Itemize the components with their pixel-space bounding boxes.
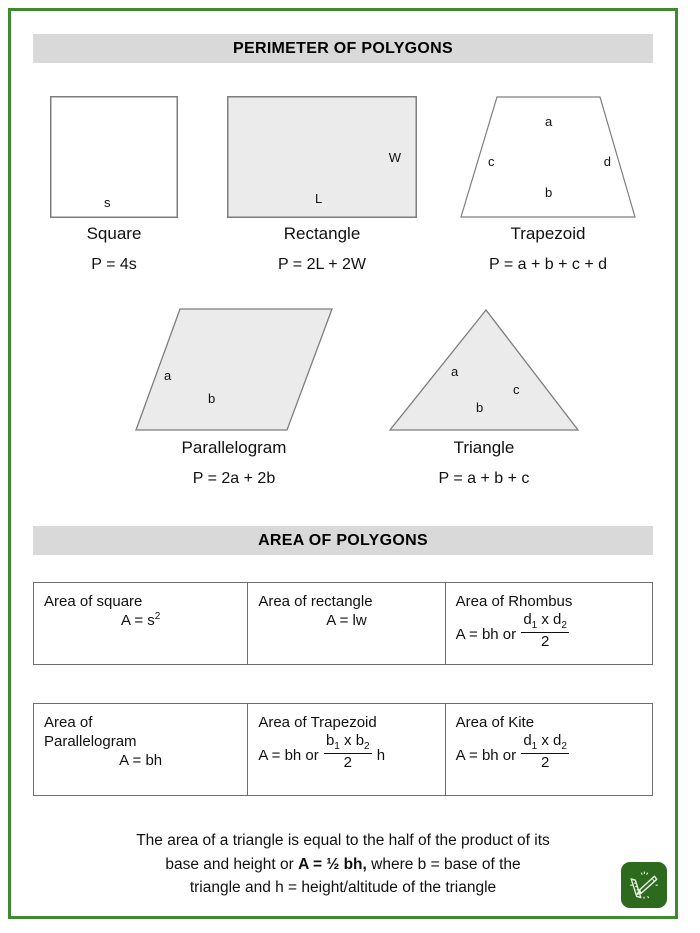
triangle-figure (388, 307, 580, 432)
triangle-svg (388, 307, 580, 432)
square-label-s: s (104, 195, 111, 210)
triangle-name: Triangle (453, 438, 515, 457)
rhombus-num-sub1: 1 (531, 620, 538, 632)
area-cell-rectangle-title: Area of rectangle (258, 593, 373, 610)
area-table-row-1 (33, 582, 653, 665)
area-cell-kite (446, 704, 652, 795)
area-cell-trapezoid-denominator: 2 (343, 753, 352, 771)
trapezoid-formula: P = a + b + c + d (488, 256, 607, 273)
parallelogram-label-b: b (208, 391, 216, 406)
trapezoid-label-b: b (545, 185, 553, 200)
kite-num-sub2: 2 (561, 741, 567, 753)
rectangle-name: Rectangle (283, 224, 361, 243)
triangle-label-a: a (451, 364, 459, 379)
area-cell-trapezoid-fraction (324, 732, 372, 772)
triangle-label-c: c (513, 382, 520, 397)
note-line-2-bold: A = ½ bh, (298, 855, 367, 873)
rhombus-num-mid: x d (537, 611, 562, 629)
note-line-1: The area of a triangle is equal to the half of the product of its (136, 832, 550, 849)
kite-num-sub1: 1 (531, 741, 538, 753)
area-cell-rectangle (248, 583, 445, 664)
area-cell-kite-formula (456, 732, 652, 772)
section-header-perimeter (33, 34, 653, 63)
kite-num-d1: d (523, 732, 532, 750)
trapezoid-figure (459, 96, 637, 218)
area-cell-parallelogram (34, 704, 248, 795)
area-cell-trapezoid-formula (258, 732, 444, 772)
trapezoid-label-a: a (545, 114, 553, 129)
rectangle-label-w: W (388, 150, 401, 165)
note-line-2-before: base and height or (165, 855, 299, 873)
note-line-3: triangle and h = height/altitude of the triangle (189, 879, 497, 897)
area-cell-rectangle-formula: A = lw (326, 612, 367, 630)
shape-cell-triangle (369, 307, 599, 488)
kite-num-mid: x d (537, 732, 562, 750)
area-cell-square (34, 583, 248, 664)
shape-cell-rectangle (207, 96, 437, 274)
square-figure (50, 96, 178, 218)
triangle-area-note (43, 829, 643, 900)
area-cell-square-exponent: 2 (154, 611, 161, 623)
parallelogram-label-a: a (164, 368, 172, 383)
trapezoid-label-d: d (603, 154, 611, 169)
pencil-ruler-icon (627, 868, 661, 902)
trapezoid-num-sub1: 1 (334, 741, 340, 753)
note-line-2-after: where b = base of the (366, 855, 521, 873)
section-header-area-label: AREA OF POLYGONS (258, 531, 428, 549)
area-cell-rhombus-denominator: 2 (540, 632, 550, 650)
area-table-row-2 (33, 703, 653, 796)
shape-cell-square (19, 96, 209, 274)
area-cell-rhombus-title: Area of Rhombus (455, 593, 573, 610)
area-cell-parallelogram-formula: A = bh (119, 752, 163, 770)
area-cell-rhombus-formula (456, 611, 652, 651)
shape-cell-parallelogram (119, 307, 349, 488)
square-name: Square (86, 224, 142, 243)
parallelogram-formula: P = 2a + 2b (192, 470, 276, 487)
pencil-ruler-logo (621, 862, 667, 908)
rhombus-num-d1: d (523, 611, 532, 629)
area-cell-parallelogram-title: Area of (44, 714, 93, 731)
section-header-area (33, 526, 653, 555)
area-cell-square-title: Area of square (44, 593, 143, 610)
area-cell-kite-title: Area of Kite (455, 714, 535, 731)
area-cell-rhombus-numerator (521, 611, 569, 633)
area-cell-kite-formula-lead: A = bh or (455, 746, 521, 764)
worksheet-page (8, 8, 678, 919)
rectangle-label-l: L (315, 191, 323, 206)
triangle-formula: P = a + b + c (438, 470, 530, 487)
area-cell-square-formula-lead: A = s (120, 612, 155, 630)
rectangle-formula: P = 2L + 2W (277, 256, 367, 273)
area-cell-parallelogram-title2: Parallelogram (44, 733, 137, 751)
area-cell-trapezoid-formula-lead: A = bh or (258, 746, 323, 764)
area-cell-kite-denominator: 2 (540, 753, 550, 771)
area-cell-square-formula (44, 611, 247, 630)
trapezoid-num-sub2: 2 (364, 741, 370, 753)
triangle-label-b: b (476, 400, 484, 415)
parallelogram-figure (134, 307, 334, 432)
trapezoid-name: Trapezoid (510, 224, 586, 243)
area-cell-trapezoid-title: Area of Trapezoid (258, 714, 377, 731)
trapezoid-label-c: c (488, 154, 495, 169)
area-cell-trapezoid-numerator (324, 732, 372, 754)
parallelogram-name: Parallelogram (181, 438, 287, 457)
area-cell-kite-fraction (521, 732, 569, 772)
rhombus-num-sub2: 2 (561, 620, 567, 632)
square-svg (50, 96, 178, 218)
area-cell-rhombus (446, 583, 652, 664)
area-cell-trapezoid (248, 704, 445, 795)
trapezoid-num-b1: b (325, 732, 335, 750)
shape-cell-trapezoid (443, 96, 653, 274)
area-cell-trapezoid-formula-trail: h (372, 746, 386, 764)
area-cell-kite-numerator (521, 732, 569, 754)
square-formula: P = 4s (91, 256, 137, 273)
section-header-perimeter-label: PERIMETER OF POLYGONS (233, 39, 453, 57)
trapezoid-num-mid: x b (339, 732, 365, 750)
area-cell-rhombus-formula-lead: A = bh or (455, 625, 521, 643)
rectangle-figure (227, 96, 417, 218)
area-cell-rhombus-fraction (521, 611, 569, 651)
